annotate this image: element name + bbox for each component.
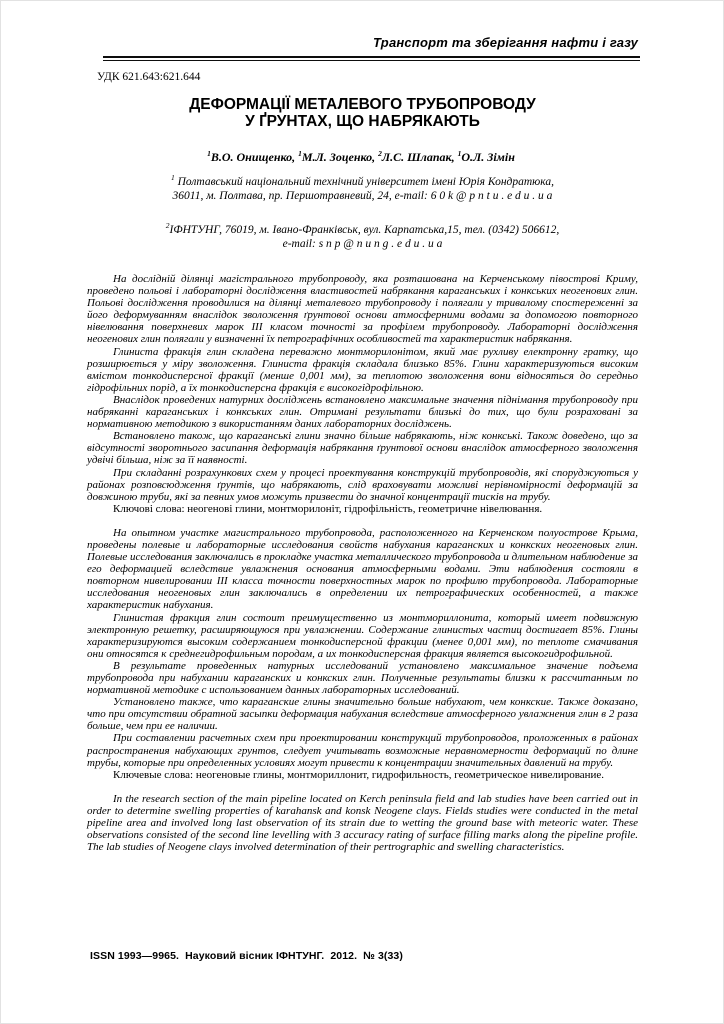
udc-code: УДК 621.643:621.644 (97, 71, 201, 83)
abstract-uk-paragraph-3: Внаслідок проведених натурних досліджень встановлено максимальне значення піднімання трубопроводу при набряканні караганських і конкських глин. Отримані результати близькі до тих, що були розраховані за нормативною методикою з використанням даних лабораторних досліджень. (87, 393, 638, 431)
keywords-uk: Ключові слова: неогенові глини, монтморилоніт, гідрофільність, геометричне нівелювання. (113, 502, 543, 515)
abstract-en-paragraph-1: In the research section of the main pipeline located on Kerch peninsula field and lab studies have been carried out in order to determine swelling properties of karahansk and konsk Neogene clays. Fields studies were conducted in the metal pipeline area and involved long last observation of its strain due to wetting the ground base with meteoric water. These observations consisted of the second line levelling with 3 accuracy rating of surface filling marks along the pipeline profile. The lab studies of Neogene clays involved determination of their pertrographic and swelling characteristics. (87, 792, 638, 854)
abstract-ru-paragraph-2: Глинистая фракция глин состоит преимущественно из монтмориллонита, который имеет подвижную электронную решетку, расширяющуюся при увлажнении. Содержание глинистых частиц достигает 85%. Глины характеризируются высоким содержанием тонкодисперсной фракции (менее 0,001 мм), по теплоте смачивания они относятся к среднегидрофильным породам, а их тонкодисперсная фракция является высокогидрофильной. (87, 611, 638, 660)
keywords-ru: Ключевые слова: неогеновые глины, монтмориллонит, гидрофильность, геометрическое нивелирование. (113, 768, 605, 781)
author-1-name: В.О. Онищенко, (210, 150, 296, 164)
authors-line (87, 150, 638, 165)
affiliation-1 (87, 173, 638, 203)
article-title-line1: ДЕФОРМАЦІЇ МЕТАЛЕВОГО ТРУБОПРОВОДУ (189, 96, 536, 113)
affiliation-1-line2: 36011, м. Полтава, пр. Першотравневий, 24, e-mail: 6 0 k @ p n t u . e d u . u a (172, 189, 553, 202)
affiliation-2 (87, 221, 638, 251)
footer-issn-line: ISSN 1993—9965. Науковий вісник ІФНТУНГ. 2012. № 3(33) (90, 950, 403, 962)
author-2 (298, 150, 375, 164)
abstract-uk-paragraph-4: Встановлено також, що караганські глини значно більше набрякають, ніж конкські. Також доведено, що за відсутності зворотнього засипання деформація набрякання ґрунтової основи внаслідок атмосферного зволоження удвічі більша, ніж за її наявності. (87, 430, 638, 467)
author-2-name: М.Л. Зоценко, (301, 150, 376, 164)
author-4 (458, 150, 515, 164)
abstract-ru-paragraph-3: В результате проведенных натурных исследований установлено максимальное значение подъема трубопровода при набухании караганских и конкских глин. Полученные результаты близки к рассчитанным по нормативной методике с использованием данных лабораторных исследований. (87, 659, 638, 697)
abstract-ru-paragraph-1: На опытном участке магистрального трубопровода, расположенного на Керченском полуострове Крыма, проведены полевые и лабораторные исследования свойств набухания караганских и конкских неогеновых глин. Полевые исследования заключались в прокладке участка металлического трубопровода и длительном наблюдение за его деформацией вследствие увлажнения основания атмосферными водами. Эти наблюдения состояли в повторном нивелировании ІІІ класса точности поверхностных марок по профилю трубопровода. Лабораторные исследования неогеновых глин заключались в определении их петрографических особенностей, а также характеристик набухания. (87, 526, 638, 612)
affiliation-1-mark: 1 (171, 173, 175, 183)
abstracts-block (87, 273, 638, 853)
author-1 (207, 150, 295, 164)
author-4-name: О.Л. Зімін (461, 150, 515, 164)
author-1-affiliation-mark: 1 (207, 149, 211, 158)
author-3-affiliation-mark: 2 (378, 149, 382, 158)
abstract-uk-paragraph-5: При складанні розрахункових схем у процесі проектування конструкцій трубопроводів, які споруджуються у районах розповсюдження ґрунтів, що набрякають, слід враховувати можливі нерівномірності деформацій за довжиною труби, які за певних умов можуть призвести до значної концентрації тисків на трубу. (87, 466, 638, 503)
author-2-affiliation-mark: 1 (298, 149, 302, 158)
header-rule (103, 56, 640, 61)
abstract-ru-paragraph-5: При составлении расчетных схем при проектировании конструкций трубопроводов, проложенных в районах распространения набухающих грунтов, следует учитывать возможные неравномерности деформаций по длине трубы, которые при определенных условиях могут привести к концентрации значительных давлений на трубу. (87, 732, 638, 769)
affiliation-1-line1: Полтавський національний технічний університет імені Юрія Кондратюка, (177, 176, 554, 188)
author-4-affiliation-mark: 1 (457, 149, 462, 158)
article-title (87, 96, 638, 130)
article-title-line2: У ҐРУНТАХ, ЩО НАБРЯКАЮТЬ (245, 113, 480, 130)
affiliation-2-mark: 2 (165, 221, 170, 231)
abstract-ru-paragraph-4: Установлено также, что караганские глины значительно больше набухают, чем конкские. Также доказано, что при отсутствии обратной засыпки деформация набухания вследствие атмосферного увлажнения глин в 2 раза больше, чем при ее наличии. (87, 696, 638, 733)
journal-section-title: Транспорт та зберігання нафти і газу (372, 35, 638, 50)
abstract-uk-paragraph-1: На дослідній ділянці магістрального трубопроводу, яка розташована на Керченському півострові Криму, проведено польові і лабораторні дослідження властивостей набрякання караганських і конкських неогенових глин. Польові дослідження проводилися на ділянці металевого трубопроводу і полягали у тривалому спостереженні за його деформуванням внаслідок зволоження ґрунтової основи атмосферними водами за допомогою повторного нівелювання поверхневих марок ІІІ класом точності за профілем трубопроводу. Лабораторні дослідження неогенових глин полягали у визначенні їх петрографічних особливостей та характеристик набрякання. (87, 273, 638, 346)
affiliation-2-line1: ІФНТУНГ, 76019, м. Івано-Франківськ, вул. Карпатська,15, тел. (0342) 506612, (169, 224, 560, 236)
author-3-name: Л.С. Шлапак, (381, 150, 455, 164)
affiliation-2-line2: e-mail: s n p @ n u n g . e d u . u a (282, 237, 443, 250)
abstract-uk-paragraph-2: Глиниста фракція глин складена переважно монтморилонітом, який має рухливу електронну гратку, що розширюється у міру зволоження. Глиниста фракція складала близько 85%. Глини характеризуються високим вмістом тонкодисперсної фракції (менше 0,001 мм), за теплотою зволоження вони відносяться до середньо гідрофільних порід, а їх тонкодисперсна фракція є високогідрофільною. (87, 345, 638, 394)
author-3 (378, 150, 454, 164)
